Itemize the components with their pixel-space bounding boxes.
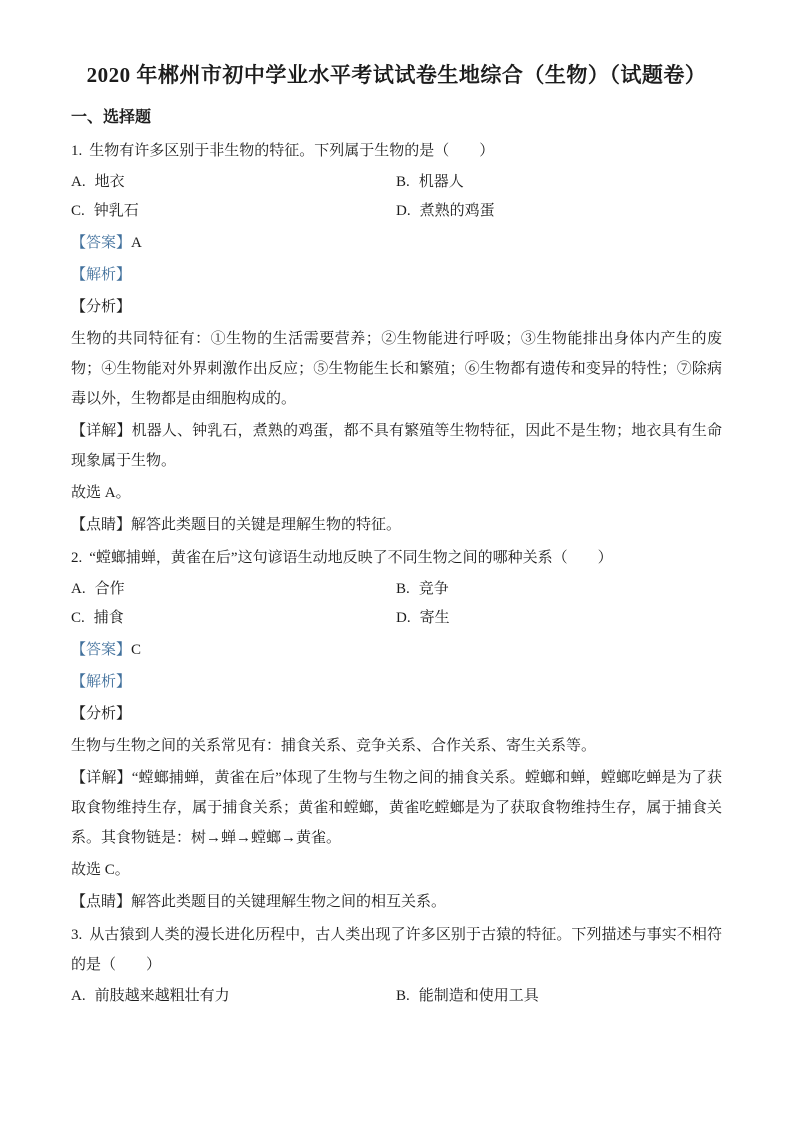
answer-label: 【答案】 [71, 642, 132, 658]
question-3-options [71, 982, 722, 1011]
section-heading: 一、选择题 [71, 109, 152, 126]
answer-line [71, 635, 722, 665]
option-text: 竞争 [418, 581, 449, 597]
fenxi-text: 生物的共同特征有：①生物的生活需要营养；②生物能进行呼吸；③生物能排出身体内产生的废物；④生物能对外界刺激作出反应；⑤生物能生长和繁殖；⑥生物都有遗传和变异的特性；⑦除病毒以外，生物都是由细胞构成的。 [71, 331, 722, 407]
option-b [396, 982, 722, 1011]
dianjing-label: 【点睛】 [71, 894, 132, 910]
xiangjie-text: “螳螂捕蝉，黄雀在后”体现了生物与生物之间的捕食关系。螳螂和蝉，螳螂吃蝉是为了获取食物维持生存，属于捕食关系；黄雀和螳螂，黄雀吃螳螂是为了获取食物维持生存，属于捕食关系。其食物链是：树→蝉→螳螂→黄雀。 [71, 770, 722, 846]
question-2 [71, 543, 722, 917]
option-text: 寄生 [419, 610, 450, 626]
option-c [71, 197, 396, 226]
answer-value: C [131, 642, 142, 658]
option-letter: C. [71, 610, 85, 626]
question-2-options [71, 575, 722, 633]
xiangjie-para [71, 416, 722, 476]
answer-line [71, 228, 722, 258]
question-1-options [71, 168, 722, 226]
answer-value: A [131, 235, 142, 251]
option-letter: D. [396, 203, 411, 219]
option-letter: B. [396, 988, 410, 1004]
jiexi-label: 【解析】 [71, 674, 132, 690]
dianjing-para [71, 887, 722, 917]
fenxi-label: 【分析】 [71, 706, 132, 722]
xiangjie-label: 【详解】 [71, 770, 132, 786]
option-letter: D. [396, 610, 411, 626]
question-2-stem [71, 543, 722, 573]
answer-label: 【答案】 [71, 235, 132, 251]
option-d [396, 604, 722, 633]
option-b [396, 168, 722, 197]
xiangjie-text: 机器人、钟乳石，煮熟的鸡蛋，都不具有繁殖等生物特征，因此不是生物；地衣具有生命现象属于生物。 [71, 423, 722, 469]
question-text: 从古猿到人类的漫长进化历程中，古人类出现了许多区别于古猿的特征。下列描述与事实不相符的是（ ） [71, 927, 722, 973]
option-letter: B. [396, 174, 410, 190]
fenxi-text: 生物与生物之间的关系常见有：捕食关系、竞争关系、合作关系、寄生关系等。 [71, 738, 597, 754]
jiexi-label: 【解析】 [71, 267, 132, 283]
document-title: 2020 年郴州市初中学业水平考试试卷生地综合（生物）（试题卷） [86, 63, 707, 87]
question-text: 生物有许多区别于非生物的特征。下列属于生物的是（ ） [89, 143, 495, 159]
option-letter: A. [71, 988, 86, 1004]
option-text: 合作 [94, 581, 125, 597]
question-1 [71, 136, 722, 540]
question-number: 1. [71, 143, 83, 159]
option-text: 能制造和使用工具 [418, 988, 539, 1004]
fenxi-label: 【分析】 [71, 299, 132, 315]
question-number: 2. [71, 550, 83, 566]
option-text: 钟乳石 [93, 203, 139, 219]
option-letter: A. [71, 581, 86, 597]
option-text: 煮熟的鸡蛋 [419, 203, 495, 219]
option-text: 前肢越来越粗壮有力 [94, 988, 230, 1004]
xiangjie-para [71, 763, 722, 853]
option-d [396, 197, 722, 226]
guxuan-line: 故选 C。 [71, 862, 130, 878]
option-a [71, 575, 396, 604]
option-letter: A. [71, 174, 86, 190]
question-3 [71, 920, 722, 1011]
dianjing-para [71, 510, 722, 540]
option-text: 机器人 [418, 174, 464, 190]
option-text: 地衣 [94, 174, 125, 190]
xiangjie-label: 【详解】 [71, 423, 132, 439]
question-text: “螳螂捕蝉，黄雀在后”这句谚语生动地反映了不同生物之间的哪种关系（ ） [89, 550, 613, 566]
dianjing-text: 解答此类题目的关键理解生物之间的相互关系。 [131, 894, 447, 910]
option-b [396, 575, 722, 604]
option-a [71, 168, 396, 197]
option-letter: C. [71, 203, 85, 219]
dianjing-text: 解答此类题目的关键是理解生物的特征。 [131, 517, 402, 533]
option-a [71, 982, 396, 1011]
option-letter: B. [396, 581, 410, 597]
option-text: 捕食 [93, 610, 124, 626]
question-1-stem [71, 136, 722, 166]
option-c [71, 604, 396, 633]
question-3-stem [71, 920, 722, 980]
question-number: 3. [71, 927, 83, 943]
guxuan-line: 故选 A。 [71, 485, 131, 501]
dianjing-label: 【点睛】 [71, 517, 132, 533]
